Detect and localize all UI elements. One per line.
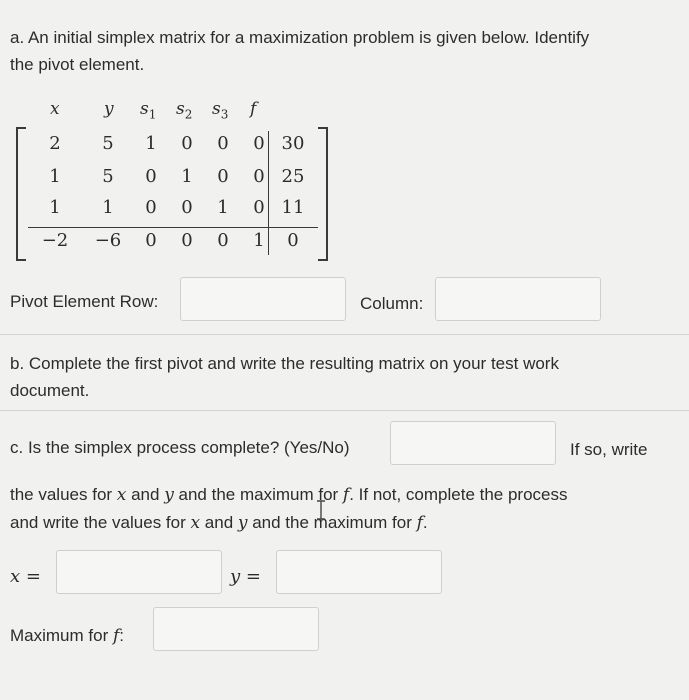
matrix-cell: 2: [49, 133, 61, 154]
header-y: y: [104, 99, 114, 119]
header-s3: $s_3$: [212, 99, 229, 122]
matrix-cell: 0: [287, 230, 299, 251]
maximum-label: Maximum for f:: [10, 626, 124, 646]
part-b-line-1: b. Complete the first pivot and write the resulting matrix on your test work: [10, 354, 559, 373]
matrix-cell: 5: [102, 166, 114, 187]
x-equals-label: x =: [10, 566, 41, 587]
matrix-cell: 30: [281, 133, 305, 154]
part-c-instructions: [10, 481, 682, 537]
if-so-text: If so, write: [570, 440, 648, 459]
objective-row-rule: [28, 227, 318, 228]
matrix-cell: 0: [217, 133, 229, 154]
simplex-matrix: [0, 0, 689, 270]
matrix-cell: 0: [217, 166, 229, 187]
left-bracket: [16, 127, 26, 261]
part-b-line-2: document.: [10, 381, 90, 400]
section-divider-2: [0, 410, 689, 411]
var-x: x: [116, 485, 127, 505]
matrix-cell: 0: [217, 230, 229, 251]
header-s2: $s_2$: [176, 99, 193, 122]
part-b-question: [10, 350, 682, 404]
section-divider-1: [0, 334, 689, 335]
matrix-cell: 0: [253, 166, 265, 187]
x-value-input[interactable]: [56, 550, 222, 594]
text-cursor-icon: [315, 500, 327, 520]
var-y: y: [164, 485, 174, 505]
part-a-line-2: the pivot element.: [10, 55, 145, 74]
header-f: f: [250, 99, 257, 119]
matrix-cell: 1: [217, 197, 229, 218]
matrix-cell: −6: [94, 230, 122, 251]
right-bracket: [318, 127, 328, 261]
matrix-cell: 1: [253, 230, 265, 251]
y-equals-label: y =: [230, 566, 261, 587]
header-s1: $s_1$: [140, 99, 157, 122]
part-a-line-1: a. An initial simplex matrix for a maximization problem is given below. Identify: [10, 28, 590, 47]
pivot-column-label: Column:: [360, 294, 424, 313]
matrix-cell: 1: [181, 166, 193, 187]
matrix-cell: 0: [253, 133, 265, 154]
matrix-cell: 25: [281, 166, 305, 187]
part-c-line-3: and write the values for x and y and the maximum for f.: [10, 513, 428, 533]
matrix-cell: 11: [281, 197, 305, 218]
matrix-cell: 1: [145, 133, 157, 154]
part-c-line-2: the values for x and y and the maximum for f. If not, complete the process: [10, 485, 568, 505]
maximum-value-input[interactable]: [153, 607, 319, 651]
matrix-cell: 1: [49, 166, 61, 187]
matrix-cell: 0: [181, 133, 193, 154]
part-c-question: c. Is the simplex process complete? (Yes/No): [10, 438, 350, 457]
complete-yes-no-input[interactable]: [390, 421, 556, 465]
pivot-row-label: Pivot Element Row:: [10, 292, 159, 311]
matrix-cell: 0: [145, 230, 157, 251]
matrix-cell: 1: [102, 197, 114, 218]
matrix-cell: 0: [145, 166, 157, 187]
var-f: f: [342, 485, 350, 505]
matrix-cell: 0: [145, 197, 157, 218]
matrix-cell: 0: [181, 197, 193, 218]
pivot-column-input[interactable]: [435, 277, 601, 321]
matrix-cell: 1: [49, 197, 61, 218]
matrix-cell: 5: [102, 133, 114, 154]
y-value-input[interactable]: [276, 550, 442, 594]
matrix-cell: 0: [181, 230, 193, 251]
matrix-cell: −2: [41, 230, 69, 251]
max-var-f: f: [112, 626, 120, 646]
pivot-row-input[interactable]: [180, 277, 346, 321]
header-x: x: [50, 99, 60, 119]
matrix-cell: 0: [253, 197, 265, 218]
